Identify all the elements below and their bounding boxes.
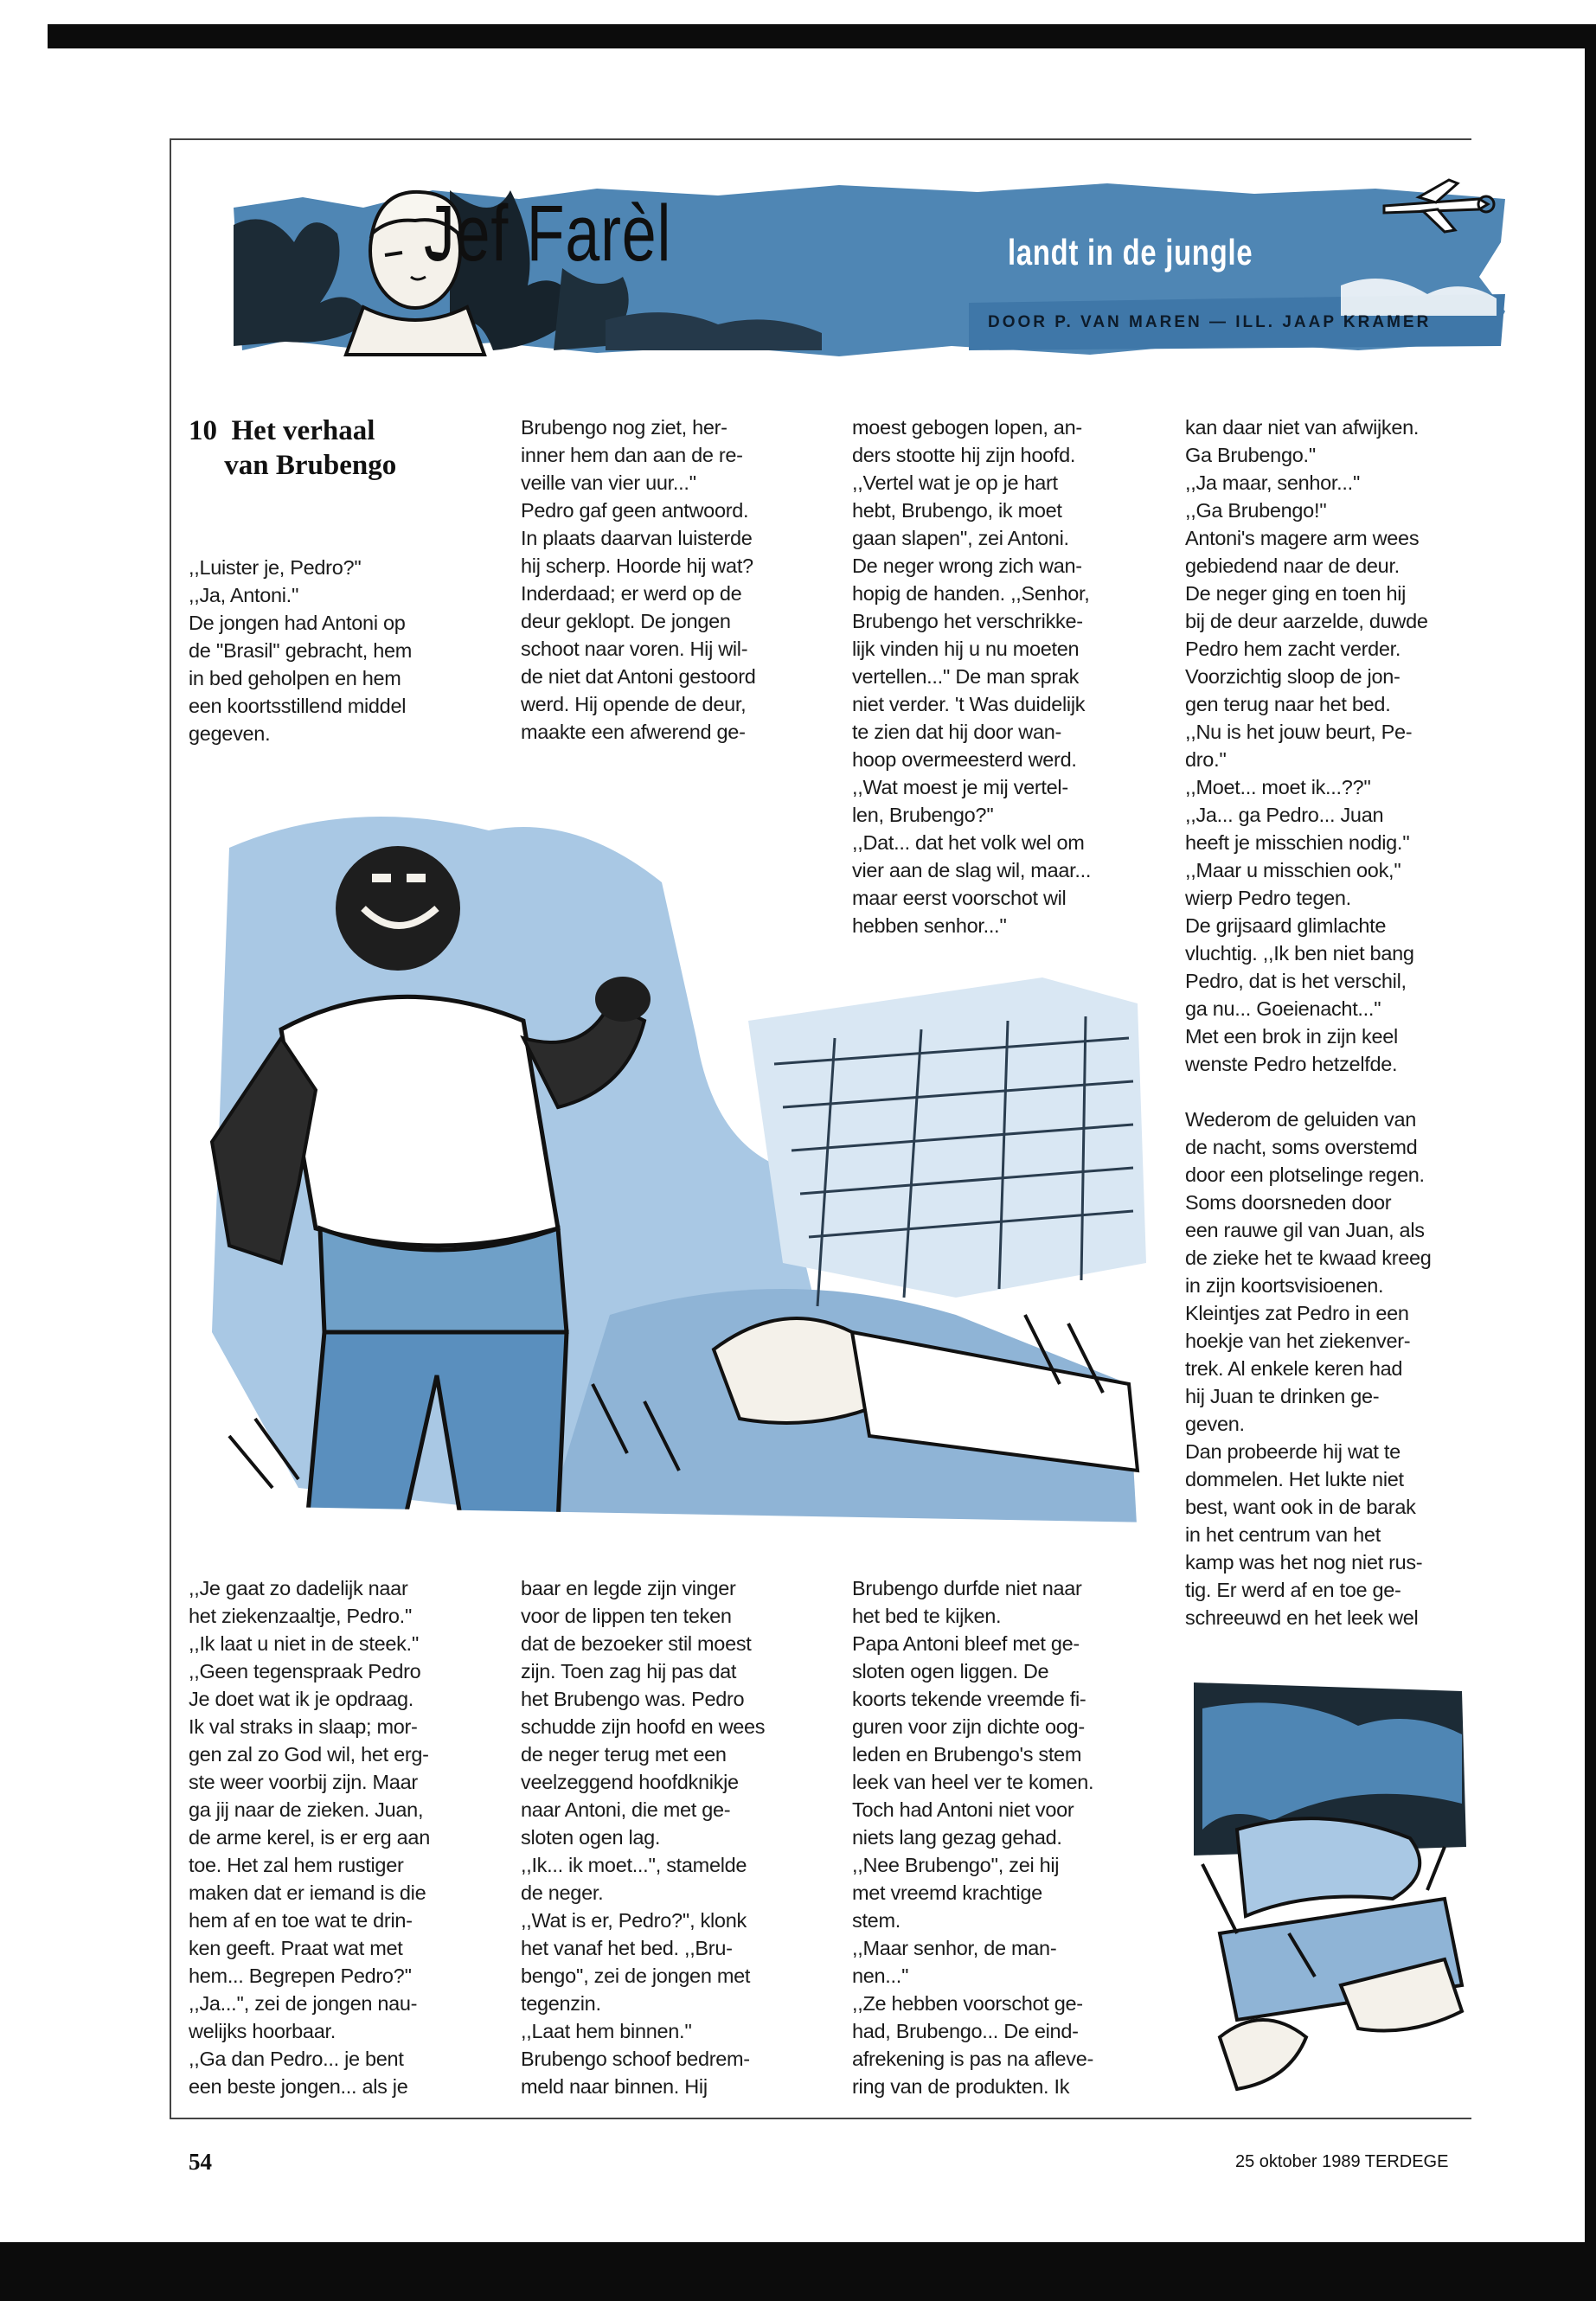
page-frame-left [170,138,171,2119]
side-illustration [1185,1674,1471,2102]
page-frame-bottom [170,2118,1471,2119]
column-4-middle: Wederom de geluiden van de nacht, soms overstemd door een plotselinge regen. Soms doorsneden door een rauwe gil van Juan, als de zieke het te kwaad kreeg in zijn koortsvisioenen. Kleintjes zat Pedro in een hoekje van het ziekenver- trek. Al enkele keren had hij Juan te drinken ge- geven. Dan probeerde hij wat te dommelen. Het lukte niet best, want ook in de barak in het centrum van het kamp was het nog niet rus- tig. Er werd af en toe ge- schreeuwd en het leek wel [1185,1108,1432,1629]
story-subtitle: landt in de jungle [1008,232,1253,272]
scan-border-bottom [0,2242,1596,2301]
column-3-bottom: Brubengo durfde niet naar het bed te kijken. Papa Antoni bleef met ge- sloten ogen liggen. De koorts tekende vreemde fi- guren voor zijn dichte oog- leden en Brubengo's stem leek van heel ver te komen. Toch had Antoni niet voor niets lang gezag gehad. ,,Nee Brubengo'', zei hij met vreemd krachtige stem. ,,Maar senhor, de man- nen...'' ,,Ze hebben voorschot ge- had, Brubengo... De eind- afrekening is pas na afleve- ring van de produkten. Ik [852,1577,1094,2098]
column-2-top: Brubengo nog ziet, her- inner hem dan aan de re- veille van vier uur...'' Pedro gaf geen antwoord. In plaats daarvan luisterde hij scherp. Hoorde hij wat? Inderdaad; er werd op de deur geklopt. De jongen schoot naar voren. Hij wil- de niet dat Antoni gestoord werd. Hij opende de deur, maakte een afwerend ge- [521,416,756,743]
story-credits: DOOR P. VAN MAREN — ILL. JAAP KRAMER [988,313,1432,331]
column-1-bottom: ,,Je gaat zo dadelijk naar het ziekenzaaltje, Pedro.'' ,,Ik laat u niet in de steek.'' ,,Geen tegenspraak Pedro Je doet wat ik je opdraag. Ik val straks in slaap; mor- gen zal zo God wil, het erg- ste weer voorbij zijn. Maar ga jij naar de zieken. Juan, de arme kerel, is er erg aan toe. Het zal hem rustiger maken dat er iemand is die hem af en toe wat te drin- ken geeft. Praat wat met hem... Begrepen Pedro?'' ,,Ja...'', zei de jongen nau- welijks hoorbaar. ,,Ga dan Pedro... je bent een beste jongen... als je [189,1577,430,2098]
illustration-brubengo [177,779,1155,1553]
chapter-heading: 10 Het verhaal van Brubengo [189,415,397,481]
column-4-top: kan daar niet van afwijken. Ga Brubengo.'' ,,Ja maar, senhor...'' ,,Ga Brubengo!'' Antoni's magere arm wees gebiedend naar de deur. De neger ging en toen hij bij de deur aarzelde, duwde Pedro hem zacht verder. Voorzichtig sloop de jon- gen terug naar het bed. ,,Nu is het jouw beurt, Pe- dro.'' ,,Moet... moet ik...??'' ,,Ja... ga Pedro... Juan heeft je misschien nodig.'' ,,Maar u misschien ook,'' wierp Pedro tegen. De grijsaard glimlachte vluchtig. ,,Ik ben niet bang Pedro, dat is het verschil, ga nu... Goeienacht...'' Met een brok in zijn keel wenste Pedro hetzelfde. [1185,416,1428,1075]
story-title: Jef Farèl [424,189,672,278]
main-illustration [177,779,1155,1553]
page-number: 54 [189,2149,212,2175]
issue-date: 25 oktober 1989 TERDEGE [1235,2152,1449,2171]
page-frame-top [170,138,1471,140]
scan-border-top [48,24,1596,48]
scan-border-right [1585,24,1596,2273]
column-3-top: moest gebogen lopen, an- ders stootte hij zijn hoofd. ,,Vertel wat je op je hart hebt, Brubengo, ik moet gaan slapen'', zei Antoni. De neger wrong zich wan- hopig de handen. ,,Senhor, Brubengo het verschrikke- lijk vinden hij u nu moeten vertellen...'' De man sprak niet verder. 't Was duidelijk te zien dat hij door wan- hoop overmeesterd werd. ,,Wat moest je mij vertel- len, Brubengo?'' ,,Dat... dat het volk wel om vier aan de slag wil, maar... maar eerst voorschot wil hebben senhor...'' [852,416,1092,937]
column-2-bottom: baar en legde zijn vinger voor de lippen ten teken dat de bezoeker stil moest zijn. Toen zag hij pas dat het Brubengo was. Pedro schudde zijn hoofd en wees de neger terug met een veelzeggend hoofdknikje naar Antoni, die met ge- sloten ogen lag. ,,Ik... ik moet...'', stamelde de neger. ,,Wat is er, Pedro?'', klonk het vanaf het bed. ,,Bru- bengo'', zei de jongen met tegenzin. ,,Laat hem binnen.'' Brubengo schoof bedrem- meld naar binnen. Hij [521,1577,766,2098]
column-1-top: ,,Luister je, Pedro?'' ,,Ja, Antoni.'' De jongen had Antoni op de ''Brasil'' gebracht, hem in bed geholpen en hem een koortsstillend middel gegeven. [189,556,413,745]
illustration-sleeping-figure [1185,1674,1471,2102]
